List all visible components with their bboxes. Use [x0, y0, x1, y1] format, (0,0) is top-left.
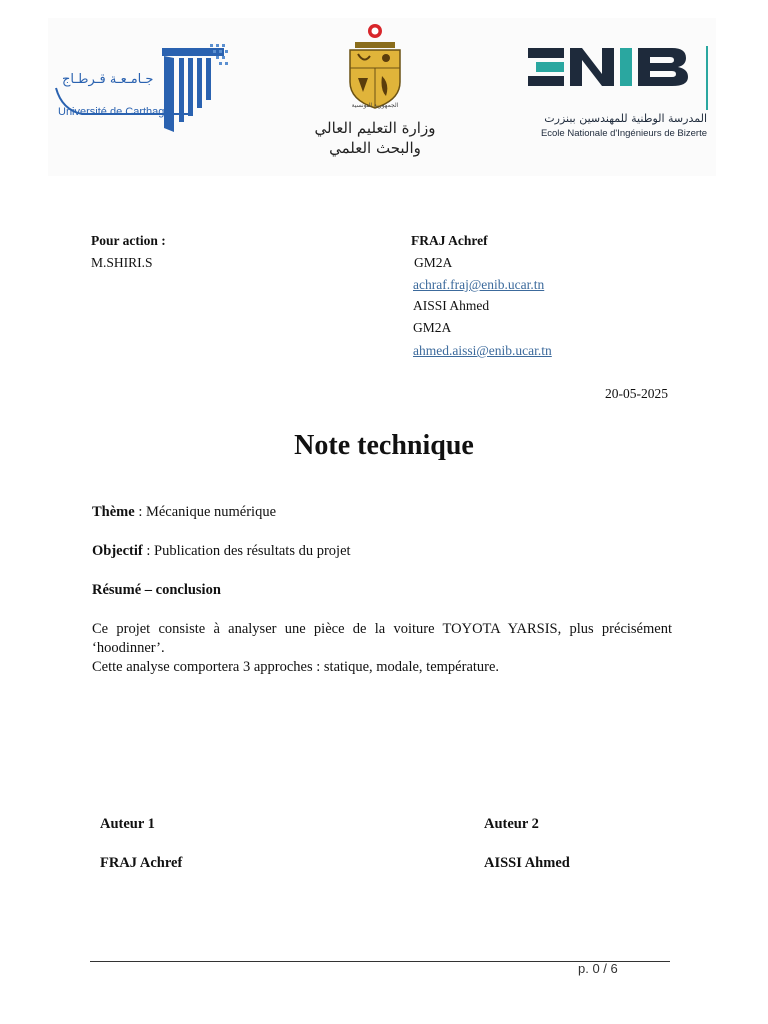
enib-wordmark-icon: [522, 40, 712, 110]
objective-label: Objectif: [92, 543, 143, 559]
carthage-emblem-icon: [52, 40, 232, 140]
theme-line: [92, 504, 276, 520]
carthage-logo: [52, 40, 232, 140]
objective-value: : Publication des résultats du projet: [142, 543, 351, 559]
author1-signature-label: Auteur 1: [100, 816, 155, 832]
author2-signature-name: AISSI Ahmed: [484, 855, 570, 871]
summary-paragraph: [92, 620, 672, 677]
ministry-name: [300, 118, 450, 158]
carthage-french-name: Université de Carthage: [58, 106, 171, 118]
enib-logo: [522, 40, 712, 140]
theme-label: Thème: [92, 504, 135, 520]
ministry-republic-text: الجمهورية التونسية: [351, 102, 399, 109]
summary-heading: Résumé – conclusion: [92, 582, 221, 598]
document-title: Note technique: [294, 430, 474, 461]
theme-value: : Mécanique numérique: [134, 504, 277, 520]
objective-line: [92, 543, 351, 559]
carthage-arabic-name: جـامـعـة قـرطـاج: [62, 72, 154, 87]
summary-line-2: Cette analyse comportera 3 approches : statique, modale, température.: [92, 659, 500, 675]
summary-line-1: Ce projet consiste à analyser une pièce de la voiture TOYOTA YARSIS, plus précisément ‘hoodinner’.: [92, 621, 672, 656]
author1-name: FRAJ Achref: [411, 233, 488, 248]
ministry-logo: [300, 20, 450, 170]
tunisia-coat-of-arms-icon: [300, 20, 450, 110]
recipient-name: M.SHIRI.S: [91, 255, 153, 270]
author2-signature-label: Auteur 2: [484, 816, 539, 832]
author1-email-link[interactable]: achraf.fraj@enib.ucar.tn: [413, 277, 545, 292]
author2-email-link[interactable]: ahmed.aissi@enib.ucar.tn: [413, 343, 552, 358]
ministry-name-line2: والبحث العلمي: [329, 139, 421, 157]
author1-signature-name: FRAJ Achref: [100, 855, 183, 871]
enib-arabic-name: المدرسة الوطنية للمهندسين ببنزرت: [544, 112, 707, 125]
author2-name: AISSI Ahmed: [413, 298, 490, 313]
page-number: p. 0 / 6: [578, 961, 618, 976]
enib-french-name: Ecole Nationale d'Ingénieurs de Bizerte: [540, 128, 707, 139]
recipient-label: Pour action :: [91, 233, 166, 248]
document-date: 20-05-2025: [605, 386, 668, 401]
author1-class: GM2A: [414, 255, 453, 270]
author2-class: GM2A: [413, 320, 452, 335]
ministry-name-line1: وزارة التعليم العالي: [314, 119, 436, 137]
